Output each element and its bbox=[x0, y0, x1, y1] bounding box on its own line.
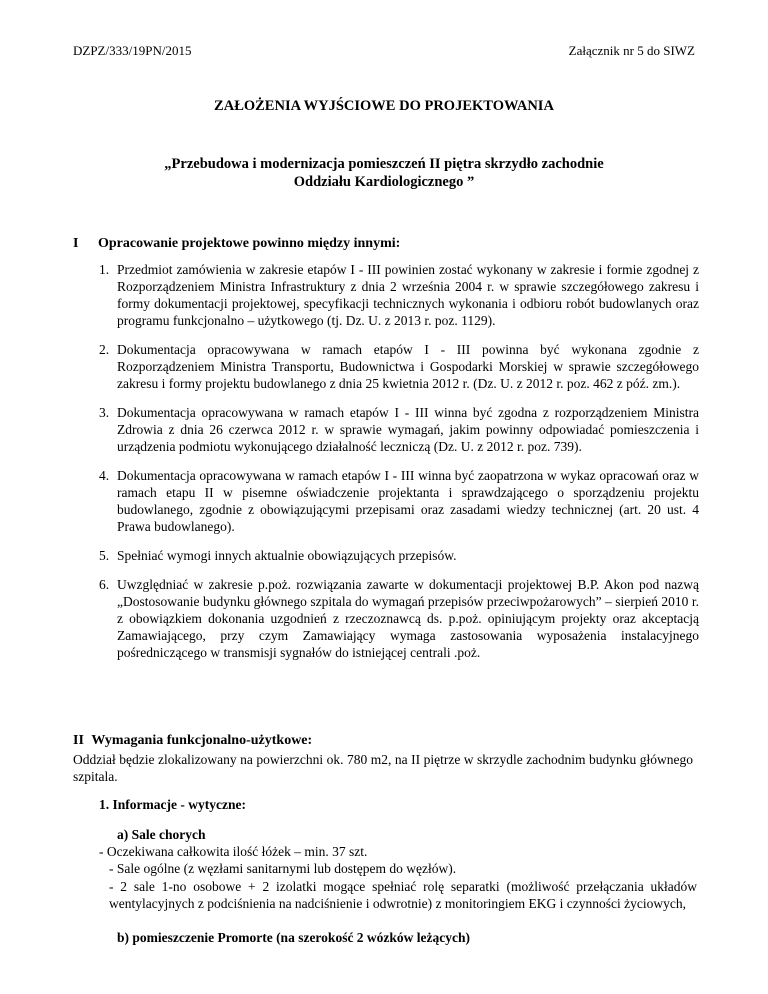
document-reference: DZPZ/333/19PN/2015 bbox=[73, 43, 192, 58]
list-item: 6. Uwzględniać w zakresie p.poż. rozwiązania zawarte w dokumentacji projektowej B.P. Akon pod nazwą „Dostosowanie budynku głównego szpitala do wymagań przepisów przeciwpożarowych” – sierpień 2010 r. z obowiązkiem dokonania uzgodnień z rzeczoznawcą ds. p.poż. opiniującym projekty oraz akceptacją Zamawiającego, przy czym Zamawiający wymaga zastosowania wyposażenia instalacyjnego pośredniczącego w transmisji sygnałów do istniejącej centrali .poż. bbox=[99, 577, 699, 660]
isolation-rooms-line: - 2 sale 1-no osobowe + 2 izolatki mogące spełniać rolę separatki (możliwość przełączania układów wentylacyjnych z podciśnienia na nadciśnienie i odwrotnie) z monitoringiem EKG i czynności życiowych, bbox=[109, 879, 697, 911]
section-2-intro: Oddział będzie zlokalizowany na powierzchni ok. 780 m2, na II piętrze w skrzydle zachodnim budynku głównego szpitala. bbox=[73, 752, 693, 784]
subsection-heading: 1. Informacje - wytyczne: bbox=[99, 797, 246, 812]
bed-count-line: - Oczekiwana całkowita ilość łóżek – min. 37 szt. bbox=[99, 844, 368, 859]
section-1-title: Opracowanie projektowe powinno między innymi: bbox=[98, 236, 401, 251]
section-2-heading bbox=[73, 733, 312, 749]
list-item: 4. Dokumentacja opracowywana w ramach etapów I - III winna być zaopatrzona w wykaz opracowań oraz w ramach etapu II w pisemne oświadczenie projektanta i sprawdzającego o sporządzeniu projektu budowlanego, zgodnie z obowiązującymi przepisami oraz zasadami wiedzy technicznej (art. 20 ust. 4 Prawa budowlanego). bbox=[99, 468, 699, 534]
project-name bbox=[100, 155, 668, 191]
promorte-heading: b) pomieszczenie Promorte (na szerokość 2 wózków leżących) bbox=[117, 930, 471, 945]
project-name-line-2: Oddziału Kardiologicznego ” bbox=[293, 174, 475, 190]
section-2-title: Wymagania funkcjonalno-użytkowe: bbox=[91, 733, 313, 748]
section-1-list bbox=[99, 261, 699, 673]
project-name-line-1: „Przebudowa i modernizacja pomieszczeń II piętra skrzydło zachodnie bbox=[164, 156, 604, 172]
list-item: 3. Dokumentacja opracowywana w ramach etapów I - III winna być zgodna z rozporządzeniem Ministra Zdrowia z dnia 26 czerwca 2012 r. w sprawie wymagań, jakim powinny odpowiadać pomieszczenia i urządzenia podmiotu wykonującego działalność leczniczą (Dz. U. z 2012 r. poz. 739). bbox=[99, 405, 699, 454]
attachment-label: Załącznik nr 5 do SIWZ bbox=[568, 43, 695, 58]
sale-chorych-heading: a) Sale chorych bbox=[117, 827, 206, 842]
list-item: 1. Przedmiot zamówienia w zakresie etapów I - III powinien zostać wykonany w zakresie i formie zgodnej z Rozporządzeniem Ministra Infrastruktury z dnia 2 września 2004 r. w sprawie szczegółowego zakresu i formy dokumentacji projektowej, specyfikacji technicznych wykonania i odbioru robót budowlanych oraz programu funkcjonalno – użytkowego (tj. Dz. U. z 2013 r. poz. 1129). bbox=[99, 262, 699, 328]
section-1-number: I bbox=[73, 236, 79, 251]
list-item: 2. Dokumentacja opracowywana w ramach etapów I - III powinna być wykonana zgodnie z Rozporządzeniem Ministra Transportu, Budownictwa i Gospodarki Morskiej w sprawie szczegółowego zakresu i formy projektu budowlanego z dnia 25 kwietnia 2012 r. (Dz. U. z 2012 r. poz. 462 z póź. zm.). bbox=[99, 342, 699, 391]
general-rooms-line: - Sale ogólne (z węzłami sanitarnymi lub dostępem do węzłów). bbox=[109, 861, 457, 876]
document-title: ZAŁOŻENIA WYJŚCIOWE DO PROJEKTOWANIA bbox=[214, 98, 554, 114]
section-1-heading bbox=[73, 236, 401, 252]
list-item: 5. Spełniać wymogi innych aktualnie obowiązujących przepisów. bbox=[99, 548, 457, 563]
section-2-number: II bbox=[73, 733, 84, 748]
